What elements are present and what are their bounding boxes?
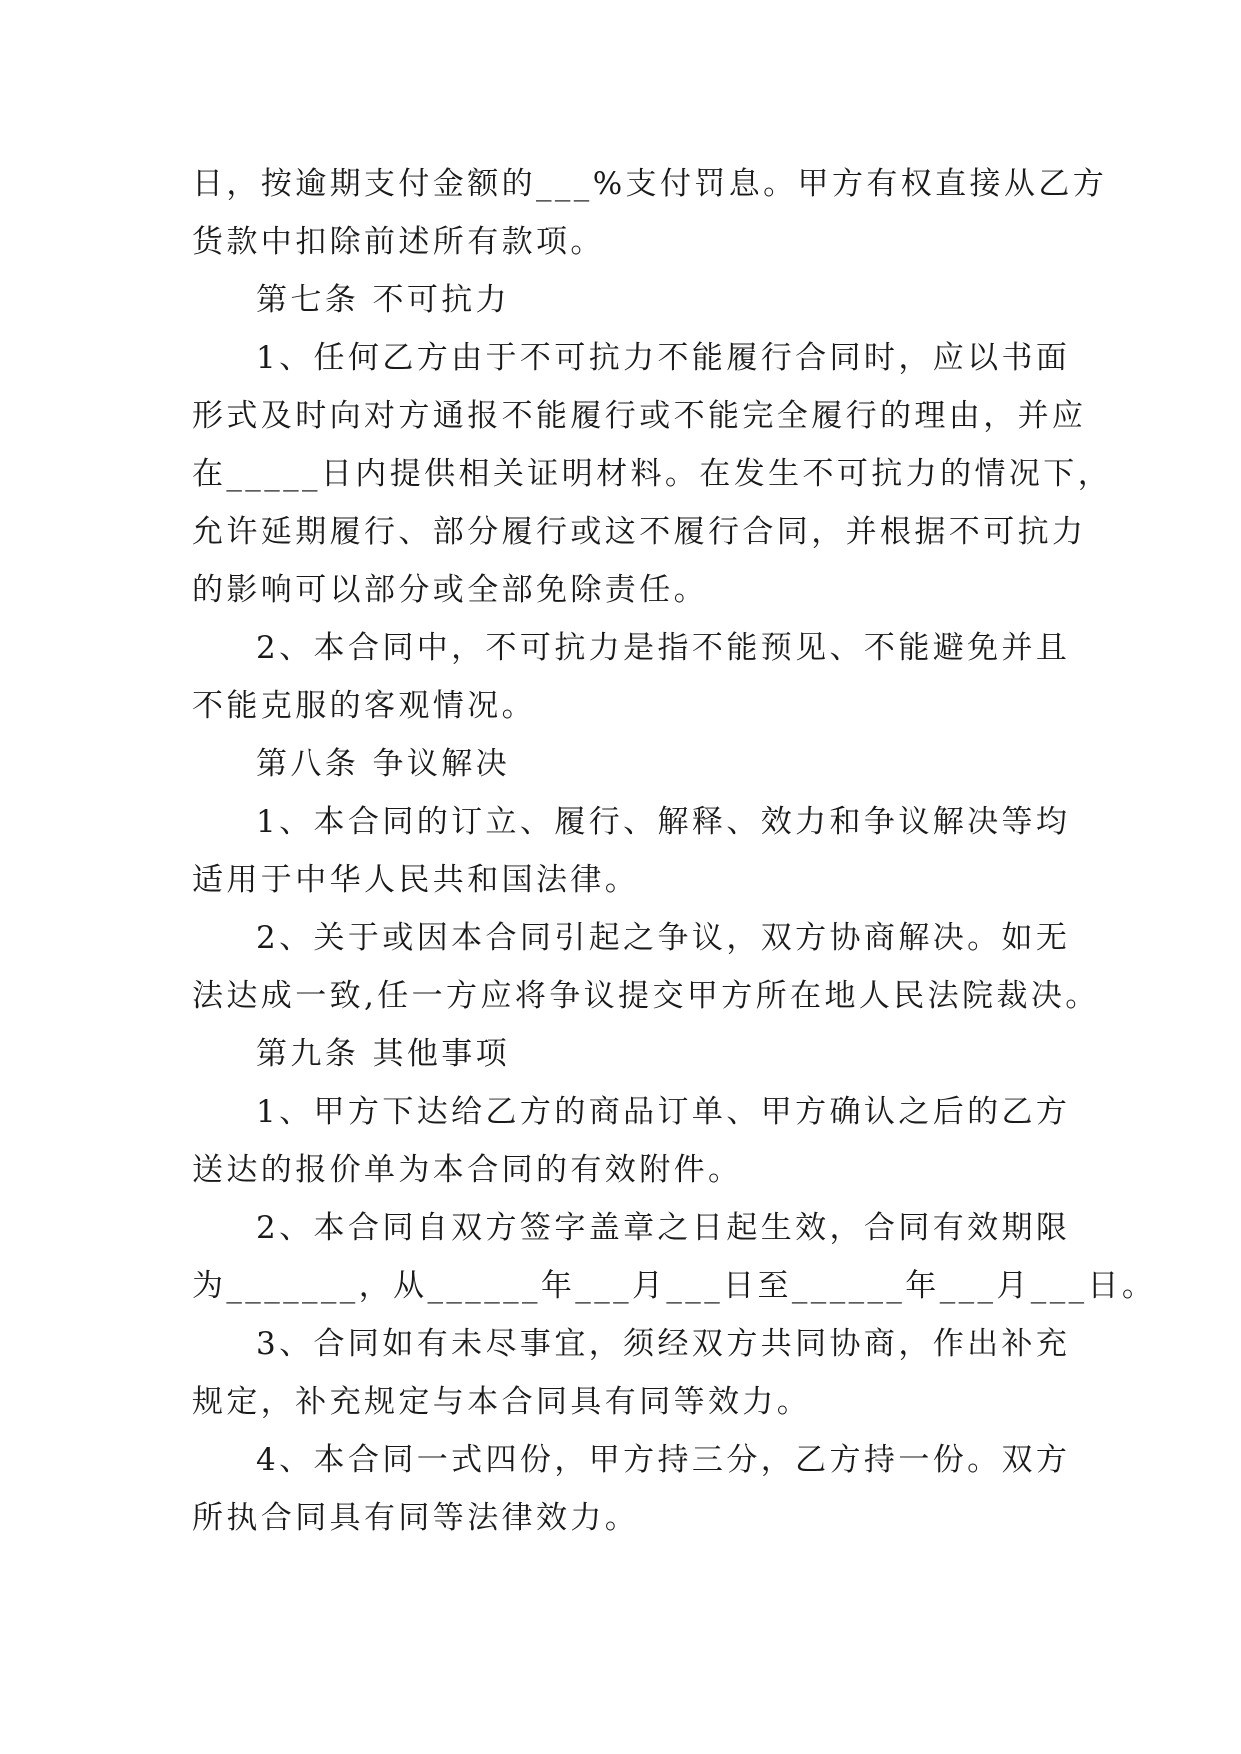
text-line: 不能克服的客观情况。 bbox=[192, 688, 536, 724]
text-line: 适用于中华人民共和国法律。 bbox=[192, 862, 640, 898]
text-line: 送达的报价单为本合同的有效附件。 bbox=[192, 1152, 743, 1188]
text-line: 2、关于或因本合同引起之争议，双方协商解决。如无 bbox=[256, 920, 1071, 956]
text-line: 4、本合同一式四份，甲方持三分，乙方持一份。双方 bbox=[256, 1442, 1071, 1478]
text-line: 规定，补充规定与本合同具有同等效力。 bbox=[192, 1384, 812, 1420]
text-line: 的影响可以部分或全部免除责任。 bbox=[192, 572, 708, 608]
text-line: 货款中扣除前述所有款项。 bbox=[192, 224, 605, 260]
text-line: 形式及时向对方通报不能履行或不能完全履行的理由，并应 bbox=[192, 398, 1087, 434]
text-line: 日，按逾期支付金额的___%支付罚息。甲方有权直接从乙方 bbox=[192, 166, 1108, 202]
text-line: 2、本合同中，不可抗力是指不能预见、不能避免并且 bbox=[256, 630, 1071, 666]
text-line: 1、甲方下达给乙方的商品订单、甲方确认之后的乙方 bbox=[256, 1094, 1071, 1130]
text-line: 1、任何乙方由于不可抗力不能履行合同时，应以书面 bbox=[256, 340, 1071, 376]
text-line: 2、本合同自双方签字盖章之日起生效，合同有效期限 bbox=[256, 1210, 1071, 1246]
text-line: 法达成一致,任一方应将争议提交甲方所在地人民法院裁决。 bbox=[192, 978, 1100, 1014]
section-heading: 第九条 其他事项 bbox=[256, 1036, 511, 1072]
text-line: 所执合同具有同等法律效力。 bbox=[192, 1500, 640, 1536]
text-line: 3、合同如有未尽事宜，须经双方共同协商，作出补充 bbox=[256, 1326, 1071, 1362]
text-line: 在_____日内提供相关证明材料。在发生不可抗力的情况下， bbox=[192, 456, 1113, 492]
section-heading: 第七条 不可抗力 bbox=[256, 282, 511, 318]
section-heading: 第八条 争议解决 bbox=[256, 746, 511, 782]
text-line: 允许延期履行、部分履行或这不履行合同，并根据不可抗力 bbox=[192, 514, 1087, 550]
text-line: 1、本合同的订立、履行、解释、效力和争议解决等均 bbox=[256, 804, 1071, 840]
text-line: 为_______，从______年___月___日至______年___月___日。 bbox=[192, 1268, 1157, 1304]
